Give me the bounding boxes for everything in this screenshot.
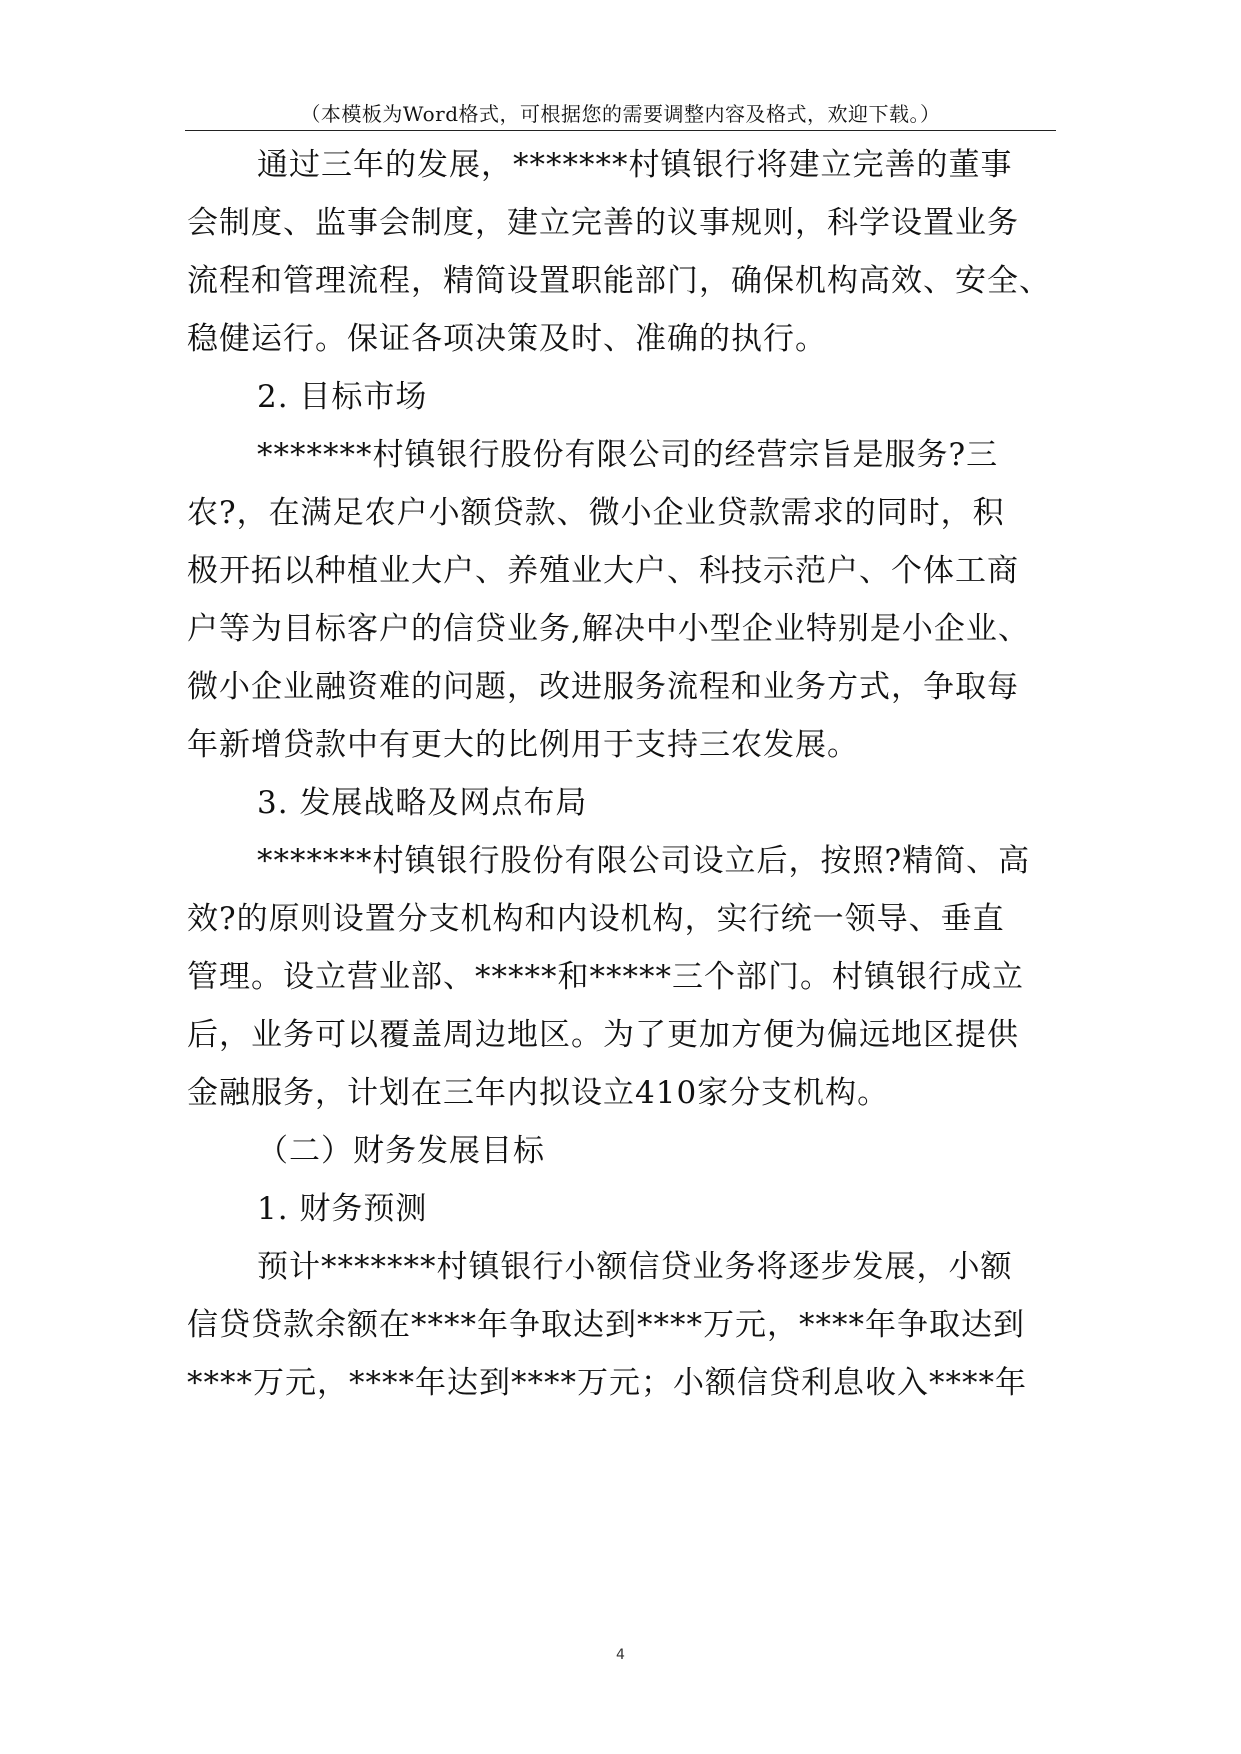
header-divider	[185, 130, 1056, 131]
body-line: 稳健运行。保证各项决策及时、准确的执行。	[187, 321, 827, 357]
body-line: 效?的原则设置分支机构和内设机构，实行统一领导、垂直	[187, 901, 1005, 937]
body-line: 信贷贷款余额在****年争取达到****万元，****年争取达到	[187, 1307, 1025, 1343]
body-line: 预计*******村镇银行小额信贷业务将逐步发展，小额	[257, 1249, 1013, 1285]
body-line: *******村镇银行股份有限公司设立后，按照?精简、高	[257, 843, 1031, 879]
body-line: ****万元，****年达到****万元；小额信贷利息收入****年	[187, 1365, 1027, 1401]
body-line: 年新增贷款中有更大的比例用于支持三农发展。	[187, 727, 859, 763]
body-line: 金融服务，计划在三年内拟设立410家分支机构。	[187, 1075, 890, 1111]
body-line: 流程和管理流程，精简设置职能部门，确保机构高效、安全、	[187, 263, 1051, 299]
body-line: 极开拓以种植业大户、养殖业大户、科技示范户、个体工商	[187, 553, 1019, 589]
body-line: 户等为目标客户的信贷业务,解决中小型企业特别是小企业、	[187, 611, 1030, 647]
template-notice: （本模板为Word格式，可根据您的需要调整内容及格式，欢迎下载。）	[300, 102, 941, 126]
body-line: 通过三年的发展，*******村镇银行将建立完善的董事	[257, 147, 1013, 183]
page-number: 4	[616, 1647, 625, 1663]
section-heading: 2. 目标市场	[257, 379, 428, 415]
body-line: 管理。设立营业部、*****和*****三个部门。村镇银行成立	[187, 959, 1024, 995]
body-line: *******村镇银行股份有限公司的经营宗旨是服务?三	[257, 437, 999, 473]
body-line: 农?，在满足农户小额贷款、微小企业贷款需求的同时，积	[187, 495, 1005, 531]
section-heading: （二）财务发展目标	[257, 1133, 545, 1169]
body-line: 会制度、监事会制度，建立完善的议事规则，科学设置业务	[187, 205, 1019, 241]
section-heading: 1. 财务预测	[257, 1191, 428, 1227]
section-heading: 3. 发展战略及网点布局	[257, 785, 588, 821]
body-line: 后，业务可以覆盖周边地区。为了更加方便为偏远地区提供	[187, 1017, 1019, 1053]
body-line: 微小企业融资难的问题，改进服务流程和业务方式，争取每	[187, 669, 1019, 705]
